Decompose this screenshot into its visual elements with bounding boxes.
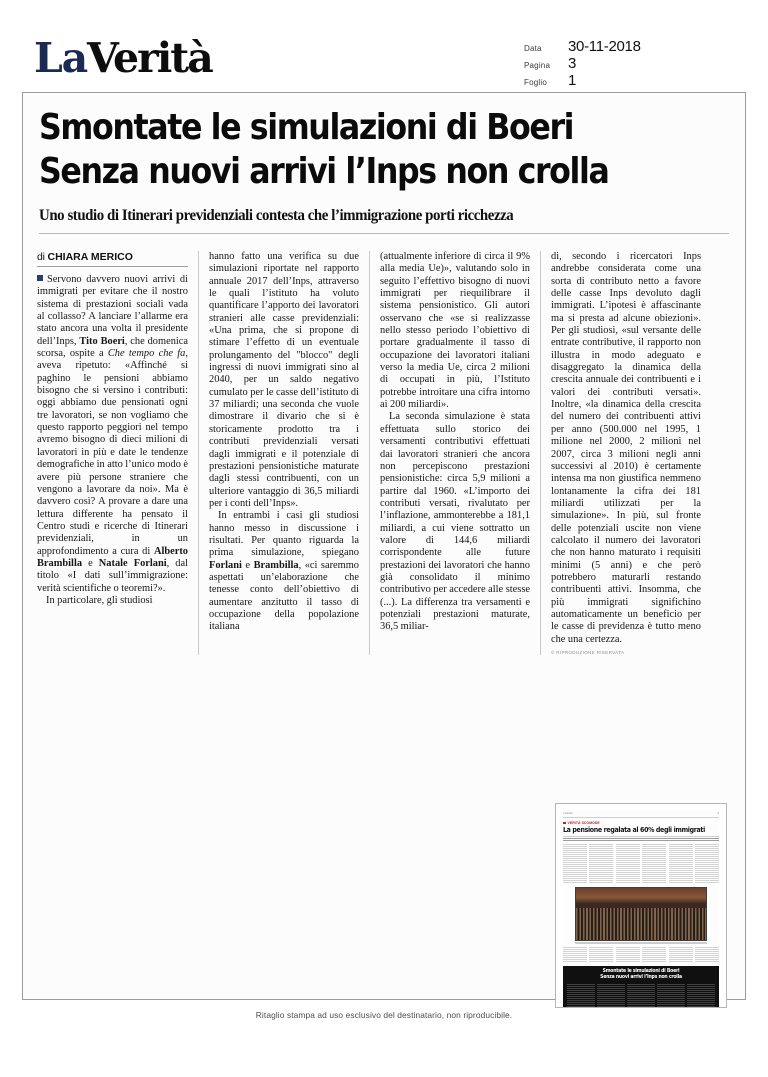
thumbnail-column — [589, 947, 613, 963]
thumbnail-column — [589, 844, 613, 884]
thumbnail-column — [695, 947, 719, 963]
byline — [37, 251, 188, 263]
paragraph: di, secondo i ricercatori Inps andrebbe considerata come una sorta di contributo netto a favore delle casse Inps devoluto dagli immigrati. L’ipotesi è affascinante ma si presta ad alcune obiezioni». Per gli studiosi, «sul versante delle entrate contributive, il rapporto non illustra in modo adeguato e disaggregato la dinamica della crescita annuale dei contribuenti e i valori dei contributi versati». Inoltre, «la dinamica della crescita del numero dei contribuenti attivi per anno (500.000 nel 1995, 1 milione nel 2000, 2 milioni nel 2007, circa 3 milioni negli anni successivi al 2010) è certamente intensa ma non giustifica nemmeno lontanamente la cifra dei 181 miliardi utilizzati per la simulazione». In più, sul fronte delle potenziali uscite non viene calcolato il numero dei lavoratori che non hanno maturato i requisiti minimi (5 anni) e che però potrebbero maturarli restando contribuenti attivi. Insomma, che più immigrati significhino automaticamente un beneficio per le casse di previdenza è tutto meno che una certezza. — [551, 251, 701, 645]
clipping-metadata — [524, 38, 734, 89]
lead-square-icon — [37, 275, 43, 281]
article-column-4 — [540, 251, 711, 655]
paragraph: La seconda simulazione è stata effettuata sullo storico dei versamenti contributivi effettuati dai lavoratori stranieri che ancora non percepiscono prestazioni pensionistiche: circa 5,9 milioni a partire dal 1960. «L’importo dei contributi versati, rivalutato per l’inflazione, ammonterebbe a 181,1 miliardi, a cui viene sottratto un valore di 144,6 miliardi corrispondente alle future prestazioni dei lavoratori che hanno già consolidato il minimo contributivo per accedere alle stesse (...). La differenza tra versamenti e potenziali prestazioni maturate, 36,5 miliar- — [380, 411, 530, 633]
thumbnail-headline: La pensione regalata al 60% degli immigrati — [563, 826, 705, 834]
kicker-bullet-icon — [563, 822, 566, 825]
thumbnail-column — [669, 947, 693, 963]
thumbnail-column — [616, 947, 640, 963]
text-run-bold: Alberto Brambilla — [37, 545, 188, 569]
byline-prefix: di — [37, 251, 48, 263]
subheadline: Uno studio di Itinerari previdenziali contesta che l’immigrazione porti ricchezza — [39, 206, 514, 224]
byline-author: CHIARA MERICO — [47, 251, 133, 263]
footer-disclaimer: Ritaglio stampa ad uso esclusivo del destinatario, non riproducibile. — [255, 1010, 513, 1020]
page-thumbnail-inner — [563, 810, 719, 1001]
column-4-text — [551, 251, 701, 646]
text-run-bold: Brambilla — [253, 559, 299, 571]
paragraph: hanno fatto una verifica su due simulazioni riportate nel rapporto annuale 2017 dell’Inps, attraverso le quali l’istituto ha voluto quantificare l’apporto dei lavoratori stranieri alle casse previdenziali: «Una prima, che si propone di stimare l’effetto di un eventuale prolungamento del "blocco" degli ingressi di nuovi immigrati sino al 2040, per un saldo negativo cumulato per le casse dell’istituto di 37 miliardi; una seconda che vuole dimostrare il divario che si è storicamente prodotto tra i contributi previdenziali versati dagli immigrati e il potenziale di prestazioni pensionistiche maturate dagli stessi contribuenti, con un ulteriore vantaggio di 36,5 miliardi per i conti dell’Inps». — [209, 251, 359, 509]
thumbnail-column — [616, 844, 640, 884]
thumbnail-column — [563, 844, 587, 884]
column-3-text — [380, 251, 530, 634]
masthead-logo — [34, 34, 212, 82]
byline-divider — [37, 266, 188, 267]
thumbnail-inset-column — [627, 984, 655, 1008]
thumbnail-page-header — [563, 810, 719, 818]
text-run-bold: Tito Boeri — [79, 335, 125, 347]
thumbnail-page-number: 3 — [717, 812, 719, 815]
thumbnail-inset-column — [687, 984, 715, 1008]
metadata-value-foglio: 1 — [568, 72, 577, 89]
thumbnail-column — [669, 844, 693, 884]
headline-line-2: Senza nuovi arrivi l’Inps non crolla — [39, 151, 609, 193]
thumbnail-text-columns-top — [563, 844, 719, 884]
article-columns — [37, 251, 731, 655]
thumbnail-inset-headline-2: Senza nuovi arrivi l’Inps non crolla — [600, 974, 682, 981]
metadata-row-data — [524, 38, 734, 55]
thumbnail-column — [642, 947, 666, 963]
thumbnail-inset-column — [597, 984, 625, 1008]
page-thumbnail[interactable] — [555, 803, 727, 1008]
text-run: , che domenica scorsa, ospite a — [37, 335, 188, 360]
metadata-label-pagina: Pagina — [524, 61, 551, 70]
article-column-1 — [37, 251, 198, 655]
text-run: e — [82, 557, 99, 569]
thumbnail-text-columns-mid — [563, 947, 719, 963]
paragraph — [37, 274, 188, 595]
thumbnail-subhead-lines — [563, 836, 719, 841]
thumbnail-inset-column — [567, 984, 595, 1008]
thumbnail-photo-caption — [575, 942, 707, 945]
metadata-label-data: Data — [524, 44, 542, 53]
copyright-notice: © RIPRODUZIONE RISERVATA — [551, 650, 625, 655]
thumbnail-kicker-text: VERITÀ SCOMODE — [567, 821, 600, 825]
metadata-row-pagina — [524, 55, 734, 72]
metadata-label-foglio: Foglio — [524, 78, 547, 87]
column-1-text — [37, 274, 188, 607]
thumbnail-kicker — [563, 821, 719, 825]
thumbnail-inset-article — [563, 966, 719, 1008]
text-run: In entrambi i casi gli studiosi hanno messo in discussione i risultati. Per quanto riguarda la prima simulazione, spiegano — [209, 510, 359, 559]
text-run: , dal titolo «I dati sull’immigrazione: verità scientifiche o teoremi?». — [37, 557, 188, 594]
thumbnail-inset-column — [657, 984, 685, 1008]
thumbnail-page-label: LaVerità — [563, 812, 573, 815]
metadata-value-data: 30-11-2018 — [568, 38, 641, 55]
headline-line-1: Smontate le simulazioni di Boeri — [39, 107, 574, 148]
thumbnail-column — [563, 947, 587, 963]
text-run: , «ci saremmo aspettati un’elaborazione che tenesse conto dell’obiettivo di aumentare anzitutto il tasso di occupazione della popolazione italiana — [209, 559, 360, 633]
thumbnail-photo — [575, 887, 707, 941]
text-run-bold: Forlani — [209, 559, 242, 571]
article-frame — [22, 92, 746, 1000]
text-run-italic: Che tempo che fa — [107, 348, 186, 360]
headline-block — [23, 93, 745, 225]
text-run: e — [241, 559, 254, 571]
paragraph — [209, 510, 359, 633]
thumbnail-inset-columns — [567, 984, 715, 1008]
text-run-bold: Natale Forlani — [98, 557, 167, 569]
thumbnail-column — [695, 844, 719, 884]
text-run: Servono davvero nuovi arrivi di immigrati per evitare che il nostro sistema di prestazioni sociali vada al collasso? A lanciare l’allarme era stato ancora una volta il presidente dell’Inps, — [37, 274, 188, 347]
clipping-header — [0, 0, 768, 88]
thumbnail-column — [642, 844, 666, 884]
metadata-row-foglio — [524, 72, 734, 89]
masthead-prefix: La — [34, 34, 87, 82]
thumbnail-photo-crowd — [576, 908, 706, 940]
article-column-3 — [369, 251, 540, 655]
headline-divider — [39, 233, 729, 234]
thumbnail-inset-headline-1: Smontate le simulazioni di Boeri — [602, 968, 680, 975]
masthead-suffix: Verità — [87, 34, 212, 82]
metadata-value-pagina: 3 — [568, 55, 577, 72]
paragraph: (attualmente inferiore di circa il 9% alla media Ue)», valutando solo in seguito l’effettivo bisogno di nuovi immigrati per riequilibrare il sistema pensionistico. Gli autori osservano che «se si realizzasse nello stesso periodo l’obiettivo di portare gradualmente il tasso di occupazione dei lavoratori italiani verso la media Ue, circa 2 milioni di occupati in più, l’Istituto potrebbe introitare una cifra intorno ai 200 miliardi». — [380, 251, 530, 411]
column-2-text — [209, 251, 359, 634]
text-run: , aveva ripetuto: «Affinché si paghino le pensioni abbiamo bisogno che si versino i contributi: oggi abbiamo due pensionati ogni tre lavoratori, se non vogliamo che questo rapporto peggiori nel tempo avremo bisogno di dieci milioni di lavoratori in più e date le tendenze demografiche in atto l’unico modo è avere più persone straniere che vengono a lavorare da noi». Ma è davvero così? A provare a dare una lettura differente ha pensato il Centro studi e ricerche di Itinerari previdenziali, in un approfondimento a cura di — [37, 348, 188, 557]
paragraph: In particolare, gli studiosi — [46, 594, 153, 606]
article-column-2 — [198, 251, 369, 655]
